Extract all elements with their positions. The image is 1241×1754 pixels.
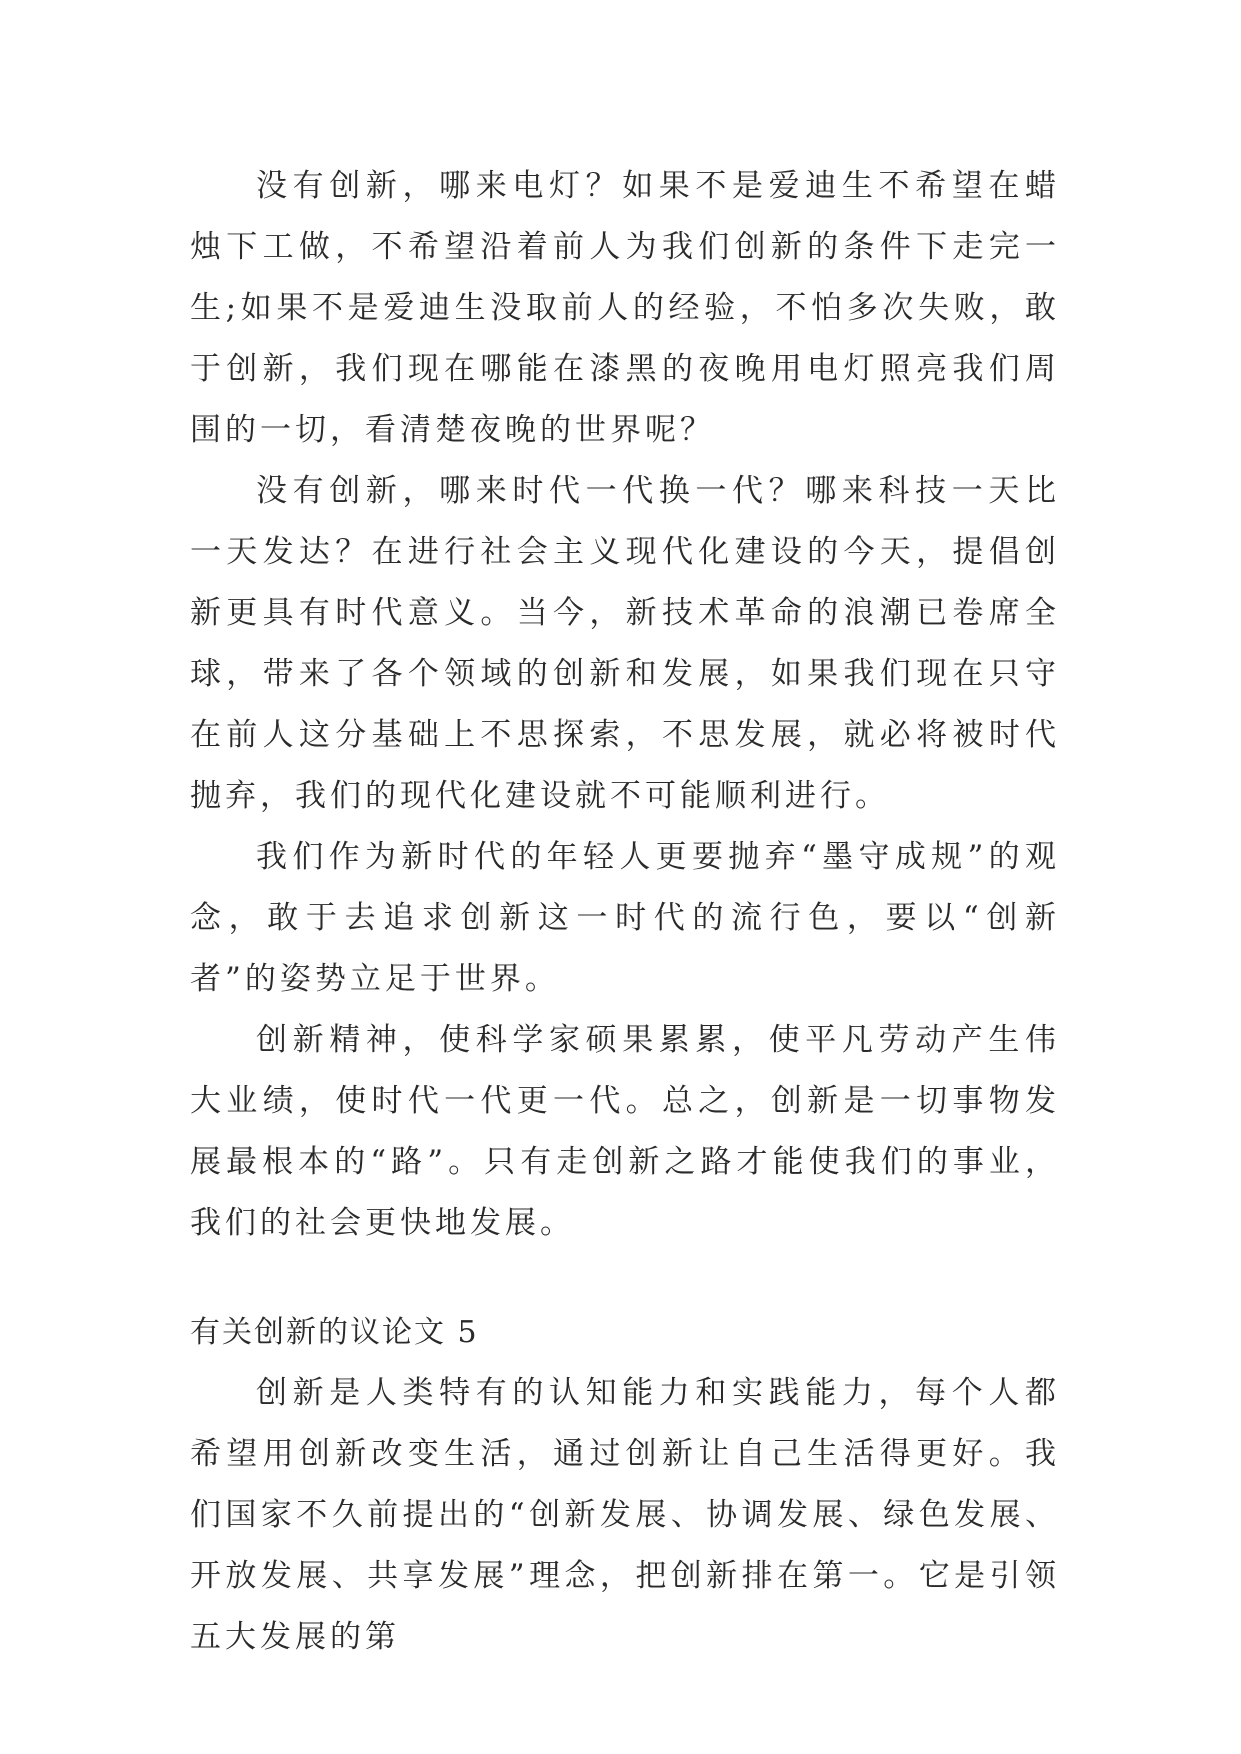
paragraph-young-generation: 我们作为新时代的年轻人更要抛弃“墨守成规”的观念，敢于去追求创新这一时代的流行色，要以“创新者”的姿势立足于世界。 bbox=[190, 839, 1060, 997]
paragraph-era-progress: 没有创新，哪来时代一代换一代？哪来科技一天比一天发达？在进行社会主义现代化建设的今天，提倡创新更具有时代意义。当今，新技术革命的浪潮已卷席全球，带来了各个领域的创新和发展，如果我们现在只守在前人这分基础上不思探索，不思发展，就必将被时代抛弃，我们的现代化建设就不可能顺利进行。 bbox=[190, 473, 1060, 814]
paragraph-human-ability: 创新是人类特有的认知能力和实践能力，每个人都希望用创新改变生活，通过创新让自己生活得更好。我们国家不久前提出的“创新发展、协调发展、绿色发展、开放发展、共享发展”理念，把创新排在第一。它是引领五大发展的第 bbox=[190, 1375, 1060, 1655]
document-body bbox=[190, 156, 1060, 1668]
section-heading: 有关创新的议论文 5 bbox=[190, 1315, 479, 1350]
paragraph-innovation-spirit: 创新精神，使科学家硕果累累，使平凡劳动产生伟大业绩，使时代一代更一代。总之，创新是一切事物发展最根本的“路”。只有走创新之路才能使我们的事业，我们的社会更快地发展。 bbox=[190, 1022, 1060, 1241]
paragraph-electric-light: 没有创新，哪来电灯？如果不是爱迪生不希望在蜡烛下工做，不希望沿着前人为我们创新的条件下走完一生;如果不是爱迪生没取前人的经验，不怕多次失败，敢于创新，我们现在哪能在漆黑的夜晚用电灯照亮我们周围的一切，看清楚夜晚的世界呢？ bbox=[190, 168, 1060, 448]
